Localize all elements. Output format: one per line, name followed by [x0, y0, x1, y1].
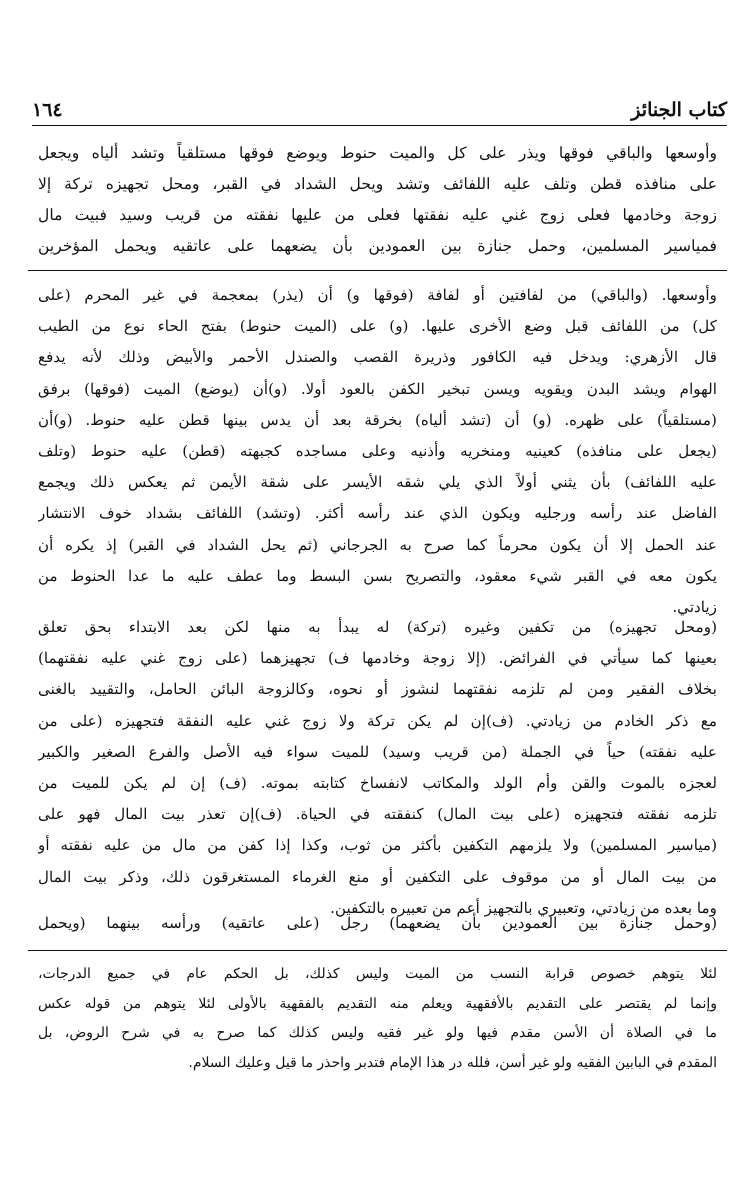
main-text-line: زوجة وخادمها فعلى زوج غني عليه نفقتها فعلى من عليها نفقته من قريب وسيد فبيت مال	[38, 206, 717, 224]
footnote-line: ما في الصلاة أن الأسن مقدم فيها ولو غير فقيه وليس كذلك كما صرح به في شرح الروض، بل	[38, 1025, 717, 1041]
commentary-paragraph-1	[38, 280, 717, 623]
commentary-line: تلزمه نفقته فتجهيزه (على بيت المال) كنفقته في الحياة. (ف)إن تعذر بيت المال فهو على	[38, 805, 717, 824]
commentary-paragraph-3	[38, 908, 717, 939]
main-commentary-divider	[28, 270, 727, 271]
main-text-line: فمياسير المسلمين، وحمل جنازة بين العمودين بأن يضعهما على عاتقيه ويحمل المؤخرين	[38, 237, 717, 255]
commentary-line: لعجزه بالموت والقن وأم الولد والمكاتب لانفساخ كتابته بموته. (ف) إن لم يكن للميت من	[38, 773, 717, 792]
commentary-line: مع ذكر الخادم من زيادتي. (ف)إن لم يكن تركة ولا زوج غني عليه النفقة فتجهيزه (على من	[38, 711, 717, 730]
footnote-line: وإنما لم يقتصر على التقديم بالأفقهية ويعلم منه التقديم بالفقهية بالأولى لئلا يتوهم من قوله عكس	[38, 995, 717, 1012]
commentary-line: (يجعل على منافذه) كعينيه ومنخريه وأذنيه وعلى مساجده كجبهته (قطن) عليه حنوط (وتلف	[38, 441, 717, 460]
commentary-line: (مستلقياً) على ظهره. (و) أن (تشد ألياه) بخرقة بعد أن يدس بينها قطن عليه حنوط. (و)أن	[38, 410, 717, 429]
commentary-line: بعينها كما سيأتي في الفرائض. (إلا زوجة وخادمها ف) تجهيزهما (على زوج غني عليه نفقتهما)	[38, 649, 717, 668]
footnote-line: لئلا يتوهم خصوص قرابة النسب من الميت وليس كذلك، بل الحكم عام في جميع الدرجات،	[38, 966, 717, 982]
main-text-line: وأوسعها والباقي فوقها ويذر على كل والميت حنوط ويوضع فوقها مستلقياً وتشد ألياه ويجعل	[38, 144, 717, 162]
commentary-line: (مياسير المسلمين) ولا يلزمهم التكفين بأكثر من ثوب، وكذا إذا كفن من مال من عليه نفقته أو	[38, 836, 717, 855]
commentary-line: عليه اللفائف) بأن يثني أولاً الذي يلي شقه الأيسر على شقة الأيمن ثم يعكس ذلك ويجمع	[38, 473, 717, 492]
page-number: ١٦٤	[32, 99, 63, 121]
main-text	[38, 138, 717, 262]
commentary-line: كل) من اللفائف قبل وضع الأخرى عليها. (و) على (الميت حنوط) بفتح الحاء نوع من الطيب	[38, 317, 717, 336]
commentary-line: وأوسعها. (والباقي) من لفافتين أو لفافة (فوقها و) أن (يذر) بمعجمة في غير المحرم (على	[38, 286, 717, 304]
commentary-line: من بيت المال أو من موقوف على التكفين أو منع الغرماء المستغرقون ذلك، وذكر بيت المال	[38, 867, 717, 886]
footnote-divider	[28, 950, 727, 951]
commentary-line: (وحمل جنازة بين العمودين بأن يضعهما) رجل (على عاتقيه) ورأسه بينهما (ويحمل	[38, 914, 717, 932]
commentary-line: يكون معه في القبر شيء معقود، والتصريح بسن البسط وما عطف عليه ما عدا الحنوط من	[38, 566, 717, 585]
commentary-line: زيادتي.	[672, 597, 717, 616]
commentary-line: بخلاف الفقير ومن لم تلزمه نفقتهما لنشوز أو نحوه، وكالزوجة البائن الحامل، والتقييد بالغنى	[38, 680, 717, 699]
footnote	[38, 960, 717, 1078]
commentary-line: الفاضل عند رأسه ورجليه ويكون الذي عند رأسه أكثر. (وتشد) اللفائف بشداد خوف الانتشار	[38, 504, 717, 523]
commentary-line: وما بعده من زيادتي، وتعبيري بالتجهيز أعم من تعبيره بالتكفين.	[330, 898, 717, 917]
commentary-line: قال الأزهري: ويدخل فيه الكافور وذريرة القصب والصندل الأحمر والأبيض وذلك لأنه يدفع	[38, 348, 717, 367]
commentary-line: عليه نفقته) حياً في الجملة (من قريب وسيد) للميت سواء فيه الأصل والفرع الصغير والكبير	[38, 742, 717, 761]
commentary-paragraph-2	[38, 612, 717, 924]
book-title: كتاب الجنائز	[631, 99, 727, 121]
commentary-line: (ومحل تجهيزه) من تكفين وغيره (تركة) له يبدأ به منها لكن بعد الابتداء بحق تعلق	[38, 618, 717, 636]
commentary-line: الهوام ويشد البدن ويقويه ويسن تبخير الكفن بالعود أولا. (و)أن (يوضع) الميت (فوقها) برفق	[38, 379, 717, 398]
main-text-line: على منافذه قطن وتلف عليه اللفائف وتشد ويحل الشداد في القبر، ومحل تجهيزه تركة إلا	[38, 175, 717, 193]
commentary-line: عند الحمل إلا أن يكون محرماً كما صرح به الجرجاني (ثم يحل الشداد في القبر) إذ يكره أن	[38, 535, 717, 554]
page-header	[32, 92, 727, 126]
footnote-line: المقدم في البابين الفقيه ولو غير أسن، فلله در هذا الإمام فتدبر واحذر ما قيل وعليك السلام.	[188, 1054, 717, 1071]
